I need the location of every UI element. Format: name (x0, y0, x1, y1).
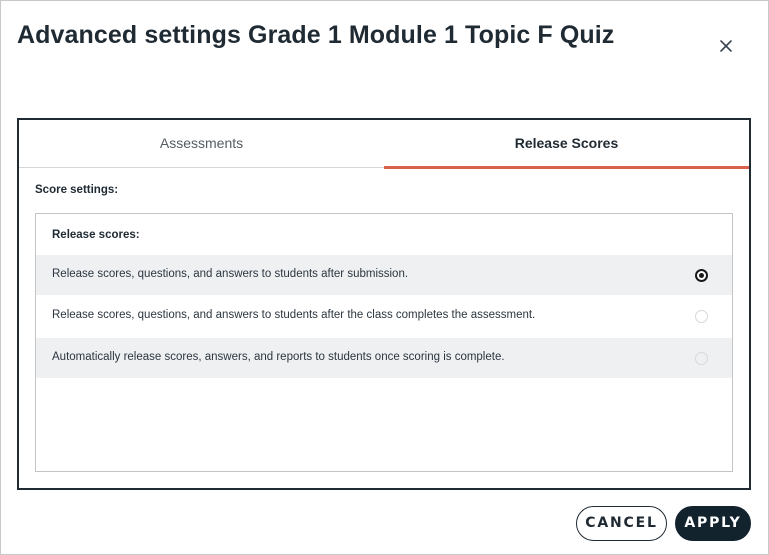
option-label: Release scores, questions, and answers to students after the class completes the assessment. (52, 309, 536, 321)
radio-button-selected[interactable] (695, 269, 708, 282)
release-scores-box (35, 213, 733, 472)
release-scores-heading: Release scores: (52, 229, 140, 241)
option-label: Release scores, questions, and answers to students after submission. (52, 268, 409, 280)
cancel-button[interactable]: CANCEL (576, 506, 667, 541)
tab-bar (19, 120, 749, 168)
dialog-title: Advanced settings Grade 1 Module 1 Topic F Quiz (17, 21, 615, 49)
release-option-after-class-completes[interactable] (36, 296, 732, 336)
release-option-auto-after-scoring[interactable] (36, 338, 732, 378)
close-button[interactable] (715, 35, 737, 57)
tab-release-scores[interactable]: Release Scores (384, 120, 749, 168)
score-settings-heading: Score settings: (35, 184, 119, 196)
release-option-after-submission[interactable] (36, 255, 732, 295)
tab-assessments[interactable]: Assessments (159, 135, 244, 151)
radio-button[interactable] (695, 352, 708, 365)
option-label: Automatically release scores, answers, and reports to students once scoring is complete. (52, 351, 505, 363)
settings-panel (17, 118, 751, 490)
apply-button[interactable]: APPLY (675, 506, 751, 541)
radio-button[interactable] (695, 310, 708, 323)
close-icon (715, 35, 737, 57)
